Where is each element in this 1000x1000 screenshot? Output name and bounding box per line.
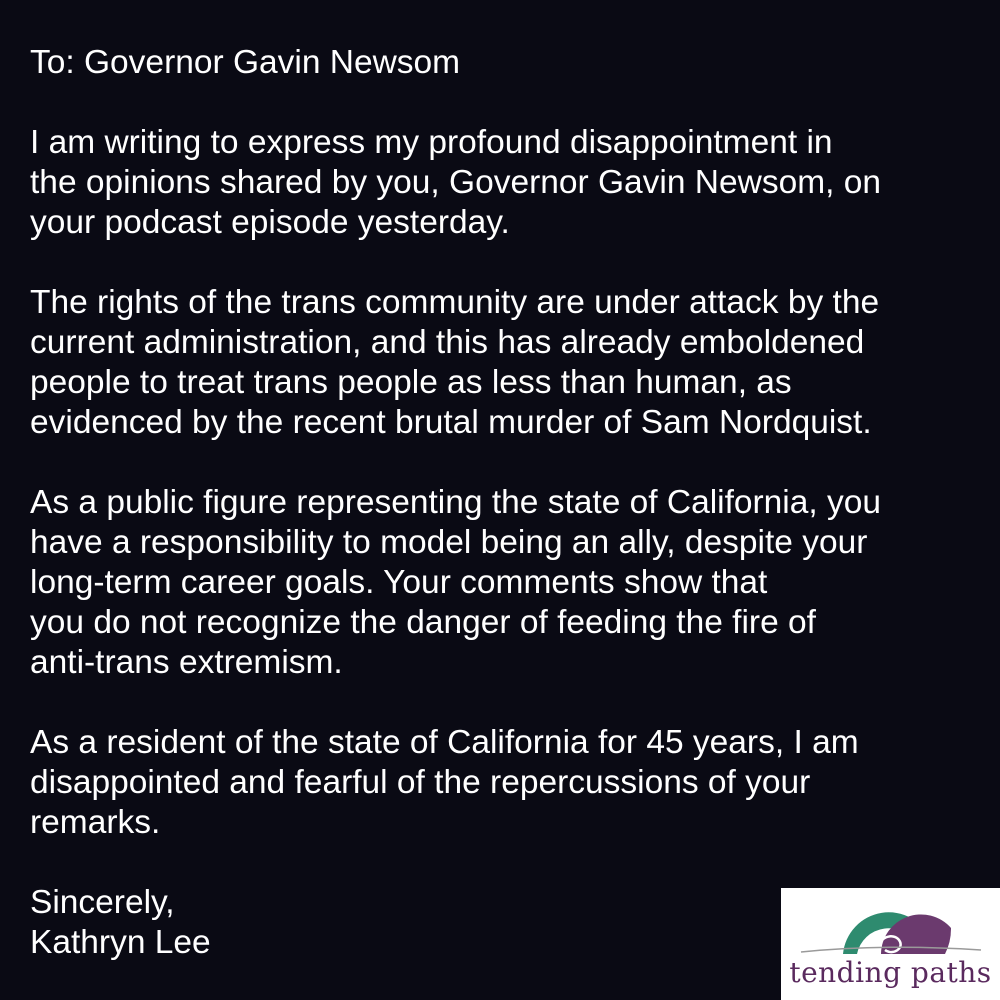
paragraph-4-line-1: As a resident of the state of California for 45 years, I am xyxy=(30,724,859,761)
paragraph-3-line-4: you do not recognize the danger of feeding the fire of xyxy=(30,604,816,641)
paragraph-3-line-3: long-term career goals. Your comments show that xyxy=(30,564,768,601)
paragraph-1-line-2: the opinions shared by you, Governor Gavin Newsom, on xyxy=(30,164,881,201)
paragraph-2-line-1: The rights of the trans community are under attack by the xyxy=(30,284,880,321)
paragraph-4-line-2: disappointed and fearful of the repercussions of your xyxy=(30,764,811,801)
paragraph-3-line-2: have a responsibility to model being an ally, despite your xyxy=(30,524,868,561)
paragraph-1-line-1: I am writing to express my profound disappointment in xyxy=(30,124,833,161)
paragraph-2-line-3: people to treat trans people as less than human, as xyxy=(30,364,792,401)
paragraph-2-line-2: current administration, and this has already emboldened xyxy=(30,324,865,361)
closing: Sincerely, xyxy=(30,884,175,921)
tending-paths-logo xyxy=(781,888,1000,1000)
paragraph-3-line-5: anti-trans extremism. xyxy=(30,644,343,681)
logo-text: tending paths xyxy=(789,956,992,989)
paragraph-4-line-3: remarks. xyxy=(30,804,161,841)
salutation: To: Governor Gavin Newsom xyxy=(30,44,461,81)
paragraph-2-line-4: evidenced by the recent brutal murder of Sam Nordquist. xyxy=(30,404,872,441)
signature: Kathryn Lee xyxy=(30,924,211,961)
paragraph-1-line-3: your podcast episode yesterday. xyxy=(30,204,510,241)
paragraph-3-line-1: As a public figure representing the state of California, you xyxy=(30,484,882,521)
